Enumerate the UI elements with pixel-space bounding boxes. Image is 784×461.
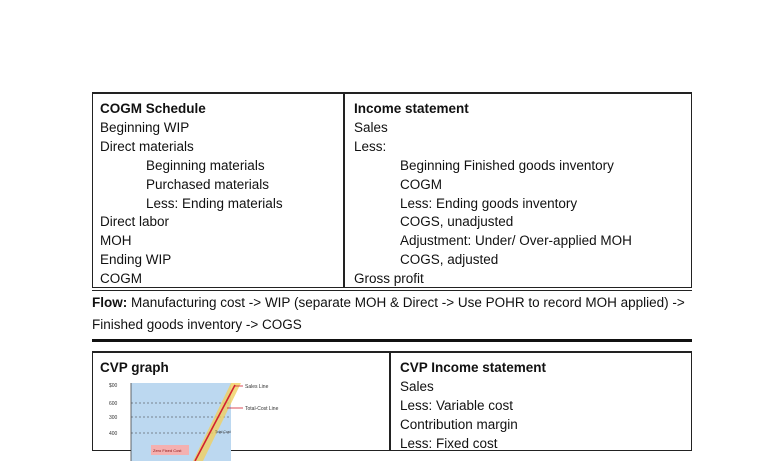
section-divider: [92, 339, 692, 342]
cogm-schedule-column: [93, 94, 345, 287]
income-line: COGS, unadjusted: [400, 214, 514, 230]
cogm-line: MOH: [100, 233, 132, 249]
income-line: COGS, adjusted: [400, 252, 499, 268]
cogm-line: Ending WIP: [100, 252, 172, 268]
income-line: COGM: [400, 176, 442, 192]
zero-fixed-cost-label: Zero Fixed Cost: [153, 448, 182, 453]
income-line: Gross profit: [354, 271, 424, 287]
income-line: Adjustment: Under/ Over-applied MOH: [400, 233, 632, 249]
cogm-line: Beginning materials: [146, 157, 265, 173]
cogm-line: Purchased materials: [146, 176, 270, 192]
cogm-schedule-title: COGM Schedule: [100, 101, 206, 116]
cvp-income-column: [391, 353, 691, 450]
cvp-income-line: Less: Variable cost: [400, 397, 514, 413]
cogm-line: COGM: [100, 271, 142, 287]
flow-paragraph: [92, 292, 692, 336]
total-cost-label: Total Cost: [215, 430, 231, 434]
cogm-line: Beginning WIP: [100, 119, 190, 135]
income-line: Less: Ending goods inventory: [400, 195, 578, 211]
y-tick: 300: [109, 415, 118, 421]
y-tick: 600: [109, 401, 118, 407]
y-tick: 400: [109, 431, 118, 437]
cogm-line: Direct labor: [100, 214, 170, 230]
cvp-income-line: Contribution margin: [400, 416, 518, 432]
divider: [92, 290, 692, 291]
income-line: Beginning Finished goods inventory: [400, 157, 614, 173]
cvp-income-title: CVP Income statement: [400, 360, 547, 375]
income-line: Less:: [354, 138, 387, 154]
flow-label: Flow:: [92, 295, 128, 310]
cvp-graph-title: CVP graph: [100, 360, 169, 375]
cogm-income-table: [92, 92, 692, 288]
cvp-table: [92, 351, 692, 451]
cvp-graph-column: [93, 353, 391, 453]
y-tick: $00: [109, 383, 118, 389]
flow-text: Manufacturing cost -> WIP (separate MOH & Direct -> Use POHR to record MOH applied) -> Finished goods inventory -> COGS: [92, 295, 685, 332]
sales-line-label: Sales Line: [245, 384, 269, 390]
cvp-income-line: Sales: [400, 378, 434, 394]
cogm-line: Less: Ending materials: [146, 195, 283, 211]
cogm-line: Direct materials: [100, 138, 194, 154]
income-line: Sales: [354, 119, 388, 135]
income-statement-column: [345, 94, 691, 287]
total-cost-line-label: Total-Cost Line: [245, 406, 279, 412]
cvp-graph-image: [103, 381, 303, 461]
cvp-income-line: Less: Fixed cost: [400, 435, 498, 451]
income-statement-title: Income statement: [354, 101, 469, 116]
